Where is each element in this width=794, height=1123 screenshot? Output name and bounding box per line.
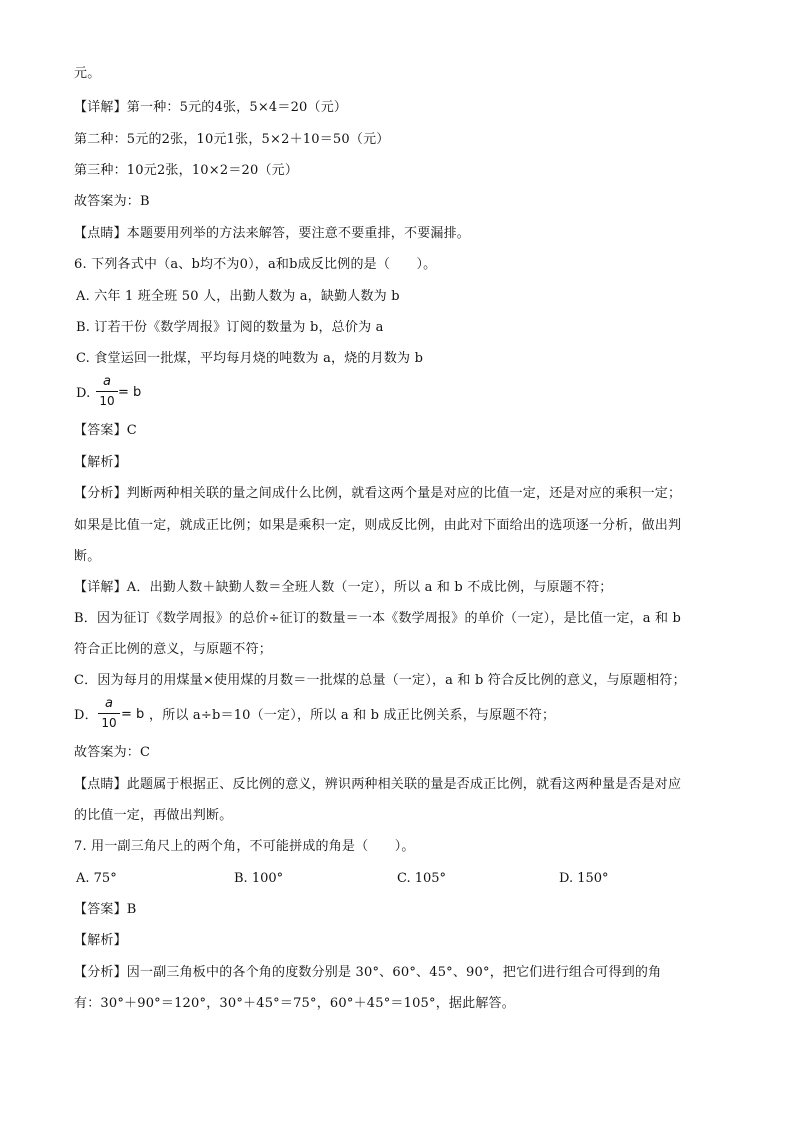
fraction-a-over-10	[96, 375, 118, 408]
equation-rhs: = b	[121, 707, 145, 722]
fraction-a-over-10	[98, 697, 120, 730]
fraction-denominator: 10	[99, 394, 115, 408]
remark-line: 【点睛】此题属于根据正、反比例的意义，辨识两种相关联的量是否成正比例，就看这两种量是否是对应	[74, 777, 682, 792]
analysis-line: 断。	[74, 549, 101, 564]
detail-line: 符合正比例的意义，与原题不符；	[74, 642, 273, 657]
detail-line: ，所以 a÷b＝10（一定），所以 a 和 b 成正比例关系，与原题不符；	[149, 708, 556, 723]
detail-d-label: D．	[74, 708, 98, 723]
option-d-label: D.	[76, 386, 91, 401]
analysis-line: 如果是比值一定，就成正比例；如果是乘积一定，则成反比例，由此对下面给出的选项逐一分析，做出判	[74, 518, 682, 533]
analysis-line: 有：30°＋90°＝120°，30°＋45°＝75°，60°＋45°＝105°，据此解答。	[74, 996, 515, 1011]
option-a: A. 六年 1 班全班 50 人，出勤人数为 a，缺勤人数为 b	[76, 289, 400, 304]
remark-line: 【点睛】本题要用列举的方法来解答，要注意不要重排，不要漏排。	[74, 226, 471, 241]
analysis-heading: 【解析】	[74, 455, 127, 470]
fraction-denominator: 10	[101, 716, 117, 730]
text-line: 第三种：10元2张，10×2＝20（元）	[74, 163, 299, 178]
option-b: B. 100°	[234, 871, 284, 886]
remark-line: 的比值一定，再做出判断。	[74, 808, 233, 823]
option-d: D. 150°	[559, 871, 609, 886]
option-a: A. 75°	[76, 871, 117, 886]
detail-line: B．因为征订《数学周报》的总价÷征订的数量＝一本《数学周报》的单价（一定），是比值一定，a 和 b	[74, 611, 682, 626]
text-line: 元。	[74, 66, 101, 81]
answer-summary: 故答案为：B	[74, 194, 150, 209]
analysis-line: 【分析】因一副三角板中的各个角的度数分别是 30°、60°、45°、90°，把它们进行组合可得到的角	[74, 965, 662, 980]
fraction-numerator: a	[103, 374, 111, 389]
fraction-bar	[98, 713, 120, 714]
analysis-heading: 【解析】	[74, 933, 127, 948]
answer-summary: 故答案为：C	[74, 745, 151, 760]
fraction-numerator: a	[105, 696, 113, 711]
answer-label: 【答案】C	[74, 423, 137, 438]
fraction-bar	[96, 391, 118, 392]
equation-rhs: = b	[118, 385, 142, 400]
detail-line: C．因为每月的用煤量×使用煤的月数＝一批煤的总量（一定），a 和 b 符合反比例的意义，与原题相符；	[74, 673, 686, 688]
answer-label: 【答案】B	[74, 902, 137, 917]
question-7: 7. 用一副三角尺上的两个角，不可能拼成的角是（ ）。	[74, 839, 415, 854]
question-6: 6. 下列各式中（a、b均不为0），a和b成反比例的是（ ）。	[74, 257, 437, 272]
text-line: 第二种：5元的2张，10元1张，5×2＋10＝50（元）	[74, 132, 390, 147]
option-c: C. 食堂运回一批煤，平均每月烧的吨数为 a，烧的月数为 b	[76, 351, 424, 366]
detail-line: 【详解】第一种：5元的4张，5×4＝20（元）	[74, 100, 348, 115]
detail-line: 【详解】A．出勤人数＋缺勤人数＝全班人数（一定），所以 a 和 b 不成比例，与原题不符；	[74, 580, 613, 595]
option-c: C. 105°	[397, 871, 447, 886]
option-b: B. 订若干份《数学周报》订阅的数量为 b，总价为 a	[76, 320, 384, 335]
analysis-line: 【分析】判断两种相关联的量之间成什么比例，就看这两个量是对应的比值一定，还是对应的乘积一定；	[74, 486, 682, 501]
